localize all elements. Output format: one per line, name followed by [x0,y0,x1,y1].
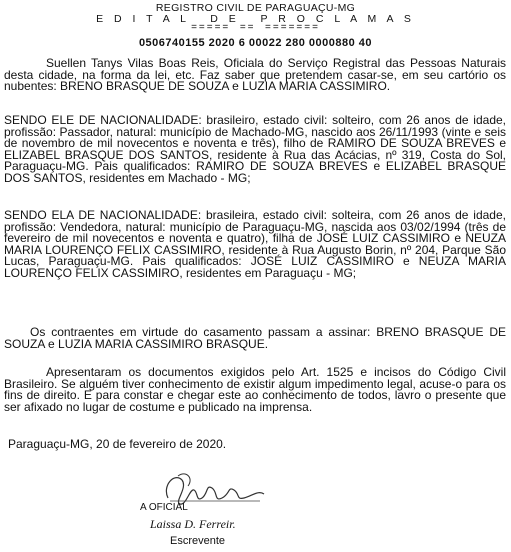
documents-paragraph: Apresentaram os documentos exigidos pelo Art. 1525 e incisos do Código Civil Brasileiro. Se alguém tiver conhecimento de existir algum impedimento legal, acuse-o para os fins de direito. E para constar e chegar este ao conhecimento de todos, lavro o presente que ser afixado no lugar de costume e publicado na imprensa. [4,365,506,414]
signature-name: Laissa D. Ferreir. [150,517,236,531]
role-label: Escrevente [170,535,226,547]
edital-title: E D I T A L D E P R O C L A M A S [96,13,415,25]
names-paragraph: Os contraentes em virtude do casamento passam a assinar: BRENO BRASQUE DE SOUZA e LUZIA MARIA CASSIMIRO BRASQUE. [4,325,506,351]
date-line: Paraguaçu-MG, 20 de fevereiro de 2020. [8,437,227,451]
registry-name: REGISTRO CIVIL DE PARAGUAÇU-MG [155,2,356,14]
intro-paragraph: Suellen Tanys Vilas Boas Reis, Oficiala do Serviço Registral das Pessoas Naturais desta cidade, na forma da lei, etc. Faz saber que pretendem casar-se, em seu cartório os nubentes: BRENO BRASQUE DE SOUZA e LUZIA MARIA CASSIMIRO. [4,56,506,93]
bride-paragraph: SENDO ELA DE NACIONALIDADE: brasileira, estado civil: solteira, com 26 anos de idade, profissão: Vendedora, natural: município de Paraguaçu-MG, nascida aos 03/02/1994 (três de fevereiro de mil novecentos e noventa e quatro), filha de JOSÉ LUIZ CASSIMIRO e NEUZA MARIA LOURENÇO FELIX CASSIMIRO, residente à Rua Augusto Borin, nº 204, Parque São Lucas, Paraguaçu-MG. Pais qualificados: JOSÉ LUIZ CASSIMIRO e NEUZA MARIA LOURENÇO FELIX CASSIMIRO, residentes em Paraguaçu - MG; [4,208,506,280]
official-label: A OFICIAL [140,502,188,513]
groom-paragraph: SENDO ELE DE NACIONALIDADE: brasileiro, estado civil: solteiro, com 26 anos de idade, profissão: Passador, natural: município de Machado-MG, nascido aos 26/11/1993 (vinte e seis de novembro de mil novecentos e noventa e três), filho de RAMIRO DE SOUZA BREVES e ELIZABEL BRASQUE DOS SANTOS, residente à Rua das Acácias, nº 319, Costa do Sol, Paraguaçu-MG. Pais qualificados: RAMIRO DE SOUZA BREVES e ELIZABEL BRASQUE DOS SANTOS, residentes em Machado - MG; [4,113,506,185]
title-underline: ===== == ======= [191,22,320,33]
document-code: 0506740155 2020 6 00022 280 0000880 40 [138,37,373,49]
